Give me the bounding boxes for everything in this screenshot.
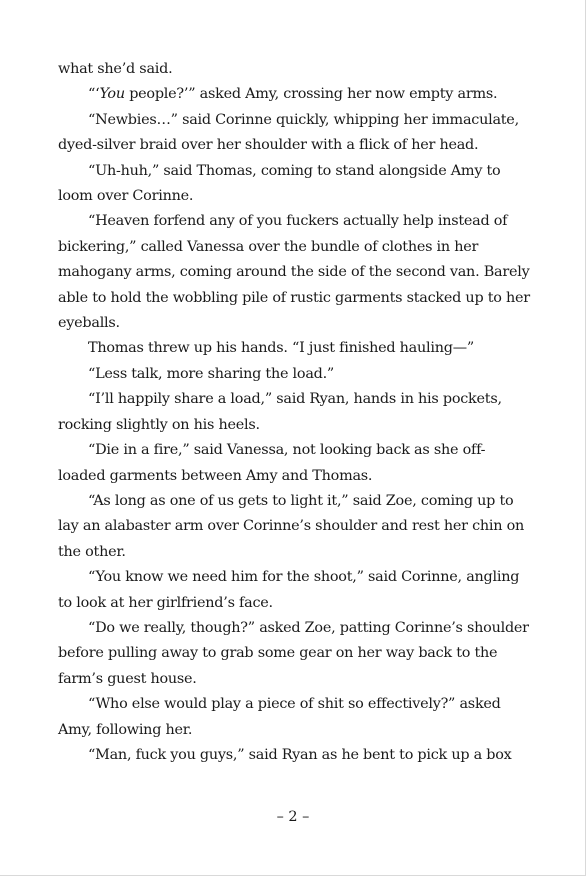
text-run: “As long as one of us gets to light it,” said Zoe, coming up to lay an alabaster arm over Corinne’s shoulder and rest her chin on the other. <box>58 492 525 560</box>
paragraph <box>58 438 530 489</box>
paragraph <box>58 387 530 438</box>
text-run: people?’” asked Amy, crossing her now empty arms. <box>124 86 498 103</box>
paragraph <box>58 692 530 743</box>
paragraph <box>58 565 530 616</box>
text-run: “‘ <box>88 86 100 103</box>
paragraph <box>58 489 530 565</box>
body-text <box>58 57 530 768</box>
paragraph <box>58 209 530 336</box>
paragraph <box>58 616 530 692</box>
paragraph <box>58 336 530 361</box>
text-run: what she’d said. <box>58 61 173 77</box>
text-run: “You know we need him for the shoot,” said Corinne, angling to look at her girlfriend’s face. <box>58 569 520 611</box>
text-run: “Newbies…” said Corinne quickly, whipping her immaculate, dyed-silver braid over her shoulder with a flick of her head. <box>58 111 519 154</box>
page-number: – 2 – <box>276 809 310 825</box>
text-run: “Do we really, though?” asked Zoe, patting Corinne’s shoulder before pulling away to grab some gear on her way back to the farm’s guest house. <box>58 619 529 687</box>
paragraph <box>58 362 530 387</box>
text-run: “Die in a fire,” said Vanessa, not looking back as she off-loaded garments between Amy and Thomas. <box>58 442 486 484</box>
paragraph <box>58 57 530 82</box>
text-run: Thomas threw up his hands. “I just finished hauling—” <box>88 340 474 357</box>
text-run: “Uh-huh,” said Thomas, coming to stand alongside Amy to loom over Corinne. <box>58 162 501 205</box>
paragraph <box>58 743 530 768</box>
text-run: “Who else would play a piece of shit so effectively?” asked Amy, following her. <box>58 696 501 738</box>
text-run: “Heaven forfend any of you fuckers actually help instead of bickering,” called Vanessa over the bundle of clothes in her mahogany arms, coming around the side of the second van. Barely able to hold the wobbling pile of rustic garments stacked up to her eyeballs. <box>58 213 530 332</box>
paragraph <box>58 159 530 210</box>
text-run: “Less talk, more sharing the load.” <box>88 365 335 382</box>
paragraph <box>58 108 530 159</box>
paragraph <box>58 82 530 107</box>
italic-run: You <box>99 86 125 103</box>
text-run: “I’ll happily share a load,” said Ryan, hands in his pockets, rocking slightly on his heels. <box>58 391 502 433</box>
text-run: “Man, fuck you guys,” said Ryan as he bent to pick up a box <box>88 746 512 763</box>
